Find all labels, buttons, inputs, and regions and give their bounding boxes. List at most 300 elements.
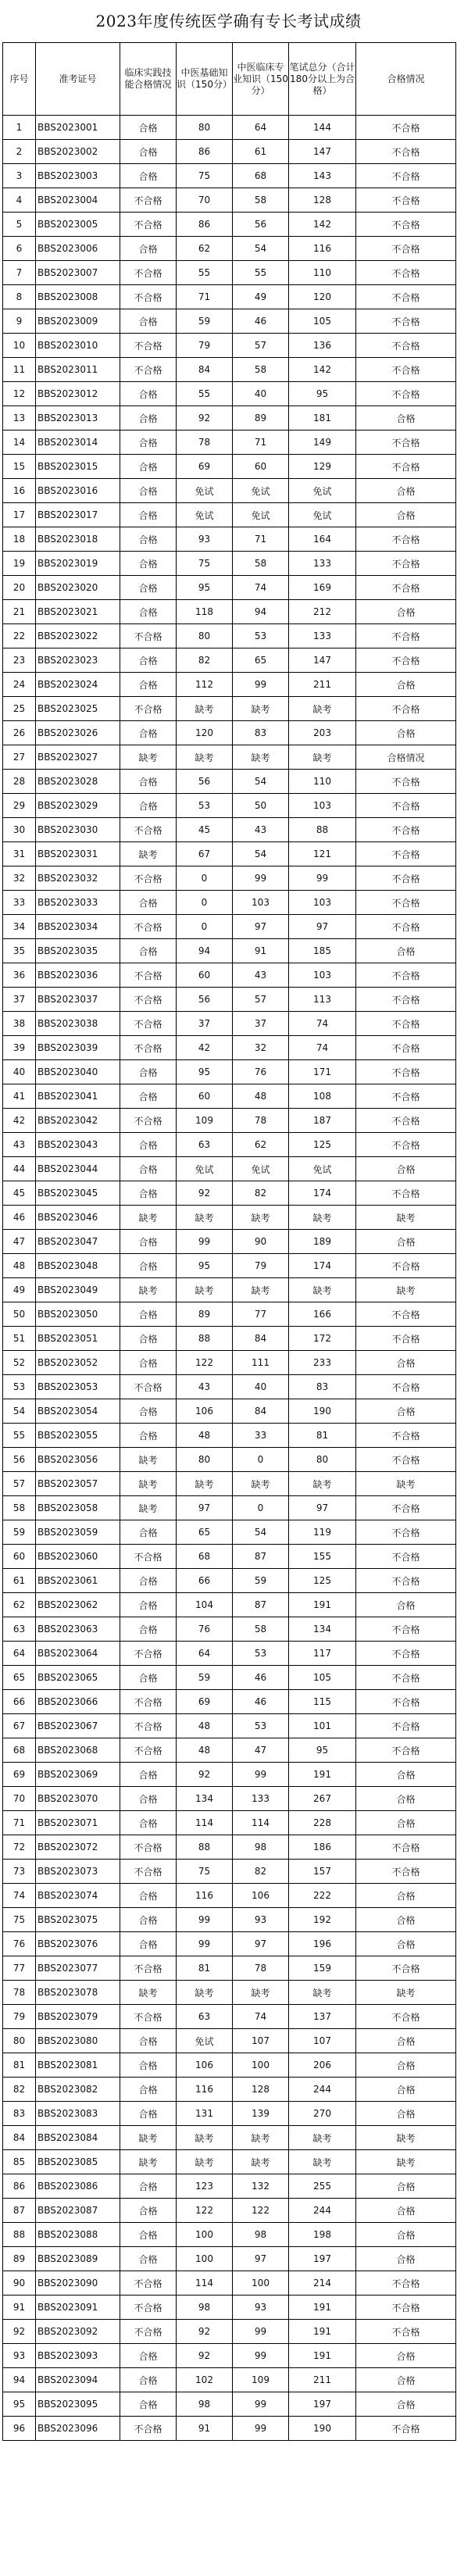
cell-total: 270 — [289, 2102, 356, 2126]
table-row — [3, 2005, 456, 2029]
cell-basic: 64 — [177, 1642, 233, 1666]
table-row — [3, 2150, 456, 2174]
cell-total: 129 — [289, 455, 356, 479]
cell-exam-id: BBS2023028 — [36, 770, 120, 794]
cell-result: 不合格 — [356, 770, 456, 794]
cell-specialty: 98 — [233, 1835, 289, 1860]
table-row — [3, 818, 456, 842]
cell-basic: 缺考 — [177, 1472, 233, 1496]
cell-basic: 99 — [177, 1230, 233, 1254]
cell-index: 70 — [3, 1787, 36, 1811]
cell-result: 合格 — [356, 2223, 456, 2247]
table-row — [3, 2029, 456, 2053]
table-row — [3, 2174, 456, 2199]
cell-index: 43 — [3, 1133, 36, 1157]
cell-clinical: 合格 — [120, 1181, 177, 1206]
cell-specialty: 32 — [233, 1036, 289, 1060]
cell-exam-id: BBS2023034 — [36, 915, 120, 939]
cell-specialty: 缺考 — [233, 745, 289, 770]
cell-result: 合格 — [356, 1884, 456, 1908]
cell-total: 149 — [289, 431, 356, 455]
cell-clinical: 合格 — [120, 431, 177, 455]
cell-clinical: 不合格 — [120, 188, 177, 213]
cell-clinical: 不合格 — [120, 213, 177, 237]
cell-total: 103 — [289, 963, 356, 988]
cell-total: 190 — [289, 2417, 356, 2441]
cell-clinical: 合格 — [120, 1569, 177, 1593]
cell-basic: 88 — [177, 1327, 233, 1351]
cell-index: 41 — [3, 1084, 36, 1109]
cell-specialty: 53 — [233, 1714, 289, 1738]
cell-total: 191 — [289, 1593, 356, 1617]
cell-total: 169 — [289, 576, 356, 600]
cell-clinical: 合格 — [120, 2053, 177, 2078]
cell-index: 28 — [3, 770, 36, 794]
cell-index: 17 — [3, 503, 36, 527]
cell-index: 33 — [3, 891, 36, 915]
cell-basic: 86 — [177, 213, 233, 237]
table-row — [3, 1787, 456, 1811]
cell-basic: 缺考 — [177, 745, 233, 770]
cell-total: 214 — [289, 2271, 356, 2296]
cell-index: 9 — [3, 309, 36, 334]
cell-index: 19 — [3, 552, 36, 576]
cell-index: 11 — [3, 358, 36, 382]
cell-clinical: 合格 — [120, 673, 177, 697]
cell-index: 66 — [3, 1690, 36, 1714]
cell-exam-id: BBS2023036 — [36, 963, 120, 988]
cell-total: 117 — [289, 1642, 356, 1666]
cell-clinical: 缺考 — [120, 1278, 177, 1302]
cell-clinical: 缺考 — [120, 2126, 177, 2150]
cell-index: 82 — [3, 2078, 36, 2102]
cell-total: 95 — [289, 1738, 356, 1763]
cell-total: 110 — [289, 261, 356, 285]
cell-specialty: 60 — [233, 455, 289, 479]
table-row — [3, 406, 456, 431]
cell-clinical: 合格 — [120, 2102, 177, 2126]
cell-index: 48 — [3, 1254, 36, 1278]
cell-basic: 106 — [177, 2053, 233, 2078]
cell-basic: 88 — [177, 1835, 233, 1860]
cell-index: 52 — [3, 1351, 36, 1375]
cell-clinical: 不合格 — [120, 1545, 177, 1569]
cell-index: 74 — [3, 1884, 36, 1908]
cell-result: 不合格 — [356, 527, 456, 552]
cell-total: 197 — [289, 2247, 356, 2271]
cell-basic: 106 — [177, 1399, 233, 1424]
cell-exam-id: BBS2023025 — [36, 697, 120, 721]
table-row — [3, 2271, 456, 2296]
cell-index: 51 — [3, 1327, 36, 1351]
cell-clinical: 合格 — [120, 1666, 177, 1690]
cell-specialty: 55 — [233, 261, 289, 285]
table-row — [3, 1254, 456, 1278]
cell-specialty: 128 — [233, 2078, 289, 2102]
cell-total: 142 — [289, 213, 356, 237]
cell-index: 96 — [3, 2417, 36, 2441]
cell-specialty: 57 — [233, 334, 289, 358]
cell-exam-id: BBS2023076 — [36, 1932, 120, 1956]
cell-index: 72 — [3, 1835, 36, 1860]
cell-specialty: 84 — [233, 1327, 289, 1351]
cell-exam-id: BBS2023022 — [36, 624, 120, 648]
table-row — [3, 1593, 456, 1617]
cell-basic: 84 — [177, 358, 233, 382]
cell-exam-id: BBS2023065 — [36, 1666, 120, 1690]
cell-result: 不合格 — [356, 648, 456, 673]
cell-basic: 97 — [177, 1496, 233, 1520]
col-header-specialty: 中医临床专业知识（150分） — [233, 43, 289, 116]
cell-basic: 缺考 — [177, 697, 233, 721]
cell-index: 76 — [3, 1932, 36, 1956]
cell-specialty: 122 — [233, 2199, 289, 2223]
cell-specialty: 89 — [233, 406, 289, 431]
cell-basic: 92 — [177, 1763, 233, 1787]
table-row — [3, 1884, 456, 1908]
cell-total: 233 — [289, 1351, 356, 1375]
cell-result: 不合格 — [356, 2296, 456, 2320]
cell-index: 44 — [3, 1157, 36, 1181]
cell-total: 115 — [289, 1690, 356, 1714]
cell-result: 不合格 — [356, 1738, 456, 1763]
cell-specialty: 54 — [233, 237, 289, 261]
cell-result: 不合格 — [356, 1496, 456, 1520]
cell-basic: 91 — [177, 2417, 233, 2441]
table-row — [3, 794, 456, 818]
cell-index: 20 — [3, 576, 36, 600]
cell-result: 不合格 — [356, 213, 456, 237]
cell-result: 不合格 — [356, 1375, 456, 1399]
cell-specialty: 37 — [233, 1012, 289, 1036]
cell-index: 7 — [3, 261, 36, 285]
cell-index: 71 — [3, 1811, 36, 1835]
cell-basic: 76 — [177, 1617, 233, 1642]
cell-index: 24 — [3, 673, 36, 697]
cell-result: 合格 — [356, 673, 456, 697]
cell-exam-id: BBS2023044 — [36, 1157, 120, 1181]
cell-specialty: 0 — [233, 1448, 289, 1472]
cell-total: 191 — [289, 2320, 356, 2344]
cell-clinical: 缺考 — [120, 1496, 177, 1520]
page-title: 2023年度传统医学确有专长考试成绩 — [95, 12, 362, 30]
cell-specialty: 免试 — [233, 479, 289, 503]
cell-index: 62 — [3, 1593, 36, 1617]
cell-basic: 70 — [177, 188, 233, 213]
cell-index: 65 — [3, 1666, 36, 1690]
cell-total: 136 — [289, 334, 356, 358]
cell-exam-id: BBS2023085 — [36, 2150, 120, 2174]
cell-exam-id: BBS2023048 — [36, 1254, 120, 1278]
table-row — [3, 1738, 456, 1763]
cell-basic: 131 — [177, 2102, 233, 2126]
cell-basic: 缺考 — [177, 2126, 233, 2150]
cell-result: 不合格 — [356, 1109, 456, 1133]
table-row — [3, 1375, 456, 1399]
cell-basic: 92 — [177, 1181, 233, 1206]
cell-basic: 134 — [177, 1787, 233, 1811]
table-row — [3, 1545, 456, 1569]
cell-exam-id: BBS2023043 — [36, 1133, 120, 1157]
cell-exam-id: BBS2023064 — [36, 1642, 120, 1666]
cell-specialty: 58 — [233, 1617, 289, 1642]
cell-index: 59 — [3, 1520, 36, 1545]
cell-specialty: 99 — [233, 2417, 289, 2441]
cell-index: 22 — [3, 624, 36, 648]
table-row — [3, 2126, 456, 2150]
cell-index: 50 — [3, 1302, 36, 1327]
cell-specialty: 61 — [233, 140, 289, 164]
cell-total: 免试 — [289, 479, 356, 503]
cell-total: 171 — [289, 1060, 356, 1084]
cell-exam-id: BBS2023002 — [36, 140, 120, 164]
cell-clinical: 合格 — [120, 600, 177, 624]
cell-result: 不合格 — [356, 164, 456, 188]
cell-exam-id: BBS2023066 — [36, 1690, 120, 1714]
cell-specialty: 94 — [233, 600, 289, 624]
cell-basic: 112 — [177, 673, 233, 697]
cell-clinical: 缺考 — [120, 1206, 177, 1230]
cell-basic: 99 — [177, 1932, 233, 1956]
cell-basic: 63 — [177, 1133, 233, 1157]
cell-specialty: 84 — [233, 1399, 289, 1424]
cell-result: 合格 — [356, 1230, 456, 1254]
table-row — [3, 1060, 456, 1084]
table-row — [3, 576, 456, 600]
cell-index: 18 — [3, 527, 36, 552]
cell-specialty: 缺考 — [233, 2126, 289, 2150]
cell-specialty: 缺考 — [233, 1206, 289, 1230]
cell-exam-id: BBS2023091 — [36, 2296, 120, 2320]
cell-basic: 免试 — [177, 503, 233, 527]
table-row — [3, 1811, 456, 1835]
cell-result: 不合格 — [356, 1302, 456, 1327]
cell-specialty: 107 — [233, 2029, 289, 2053]
cell-basic: 缺考 — [177, 1278, 233, 1302]
cell-specialty: 91 — [233, 939, 289, 963]
cell-basic: 53 — [177, 794, 233, 818]
cell-exam-id: BBS2023001 — [36, 116, 120, 140]
cell-index: 53 — [3, 1375, 36, 1399]
cell-basic: 75 — [177, 1860, 233, 1884]
cell-index: 73 — [3, 1860, 36, 1884]
cell-specialty: 82 — [233, 1181, 289, 1206]
cell-specialty: 77 — [233, 1302, 289, 1327]
cell-total: 192 — [289, 1908, 356, 1932]
cell-result: 合格 — [356, 1157, 456, 1181]
table-row — [3, 1835, 456, 1860]
cell-clinical: 合格 — [120, 1617, 177, 1642]
cell-total: 181 — [289, 406, 356, 431]
cell-result: 合格 — [356, 479, 456, 503]
cell-clinical: 不合格 — [120, 1714, 177, 1738]
cell-total: 189 — [289, 1230, 356, 1254]
cell-index: 2 — [3, 140, 36, 164]
cell-basic: 0 — [177, 866, 233, 891]
cell-total: 缺考 — [289, 1472, 356, 1496]
table-row — [3, 1860, 456, 1884]
table-row — [3, 358, 456, 382]
table-row — [3, 188, 456, 213]
cell-clinical: 合格 — [120, 2078, 177, 2102]
cell-result: 不合格 — [356, 1133, 456, 1157]
table-row — [3, 1569, 456, 1593]
cell-exam-id: BBS2023074 — [36, 1884, 120, 1908]
cell-result: 缺考 — [356, 1981, 456, 2005]
cell-exam-id: BBS2023080 — [36, 2029, 120, 2053]
cell-total: 80 — [289, 1448, 356, 1472]
cell-specialty: 49 — [233, 285, 289, 309]
cell-result: 缺考 — [356, 2126, 456, 2150]
cell-index: 5 — [3, 213, 36, 237]
cell-result: 不合格 — [356, 1254, 456, 1278]
cell-specialty: 53 — [233, 1642, 289, 1666]
cell-result: 不合格 — [356, 382, 456, 406]
cell-exam-id: BBS2023051 — [36, 1327, 120, 1351]
cell-basic: 免试 — [177, 2029, 233, 2053]
cell-total: 缺考 — [289, 697, 356, 721]
table-row — [3, 140, 456, 164]
table-row — [3, 842, 456, 866]
cell-result: 合格 — [356, 2368, 456, 2392]
cell-specialty: 58 — [233, 358, 289, 382]
cell-result: 不合格 — [356, 1545, 456, 1569]
cell-clinical: 合格 — [120, 1133, 177, 1157]
cell-basic: 116 — [177, 1884, 233, 1908]
cell-basic: 102 — [177, 2368, 233, 2392]
table-row — [3, 1690, 456, 1714]
cell-basic: 56 — [177, 770, 233, 794]
cell-result: 合格 — [356, 2078, 456, 2102]
cell-clinical: 不合格 — [120, 1860, 177, 1884]
table-row — [3, 988, 456, 1012]
cell-exam-id: BBS2023027 — [36, 745, 120, 770]
cell-exam-id: BBS2023023 — [36, 648, 120, 673]
cell-total: 113 — [289, 988, 356, 1012]
cell-index: 27 — [3, 745, 36, 770]
cell-exam-id: BBS2023004 — [36, 188, 120, 213]
cell-clinical: 不合格 — [120, 1036, 177, 1060]
cell-clinical: 不合格 — [120, 2296, 177, 2320]
cell-clinical: 合格 — [120, 1230, 177, 1254]
cell-result: 不合格 — [356, 2005, 456, 2029]
cell-specialty: 97 — [233, 1932, 289, 1956]
cell-result: 不合格 — [356, 188, 456, 213]
cell-index: 6 — [3, 237, 36, 261]
table-row — [3, 1399, 456, 1424]
cell-index: 77 — [3, 1956, 36, 1981]
cell-basic: 120 — [177, 721, 233, 745]
cell-specialty: 54 — [233, 842, 289, 866]
cell-clinical: 不合格 — [120, 285, 177, 309]
table-row — [3, 891, 456, 915]
cell-clinical: 合格 — [120, 1811, 177, 1835]
cell-total: 222 — [289, 1884, 356, 1908]
cell-exam-id: BBS2023032 — [36, 866, 120, 891]
cell-specialty: 93 — [233, 2296, 289, 2320]
cell-index: 55 — [3, 1424, 36, 1448]
cell-clinical: 不合格 — [120, 1642, 177, 1666]
cell-total: 免试 — [289, 1157, 356, 1181]
cell-total: 244 — [289, 2199, 356, 2223]
cell-index: 79 — [3, 2005, 36, 2029]
cell-exam-id: BBS2023006 — [36, 237, 120, 261]
cell-total: 212 — [289, 600, 356, 624]
cell-result: 不合格 — [356, 261, 456, 285]
cell-result: 合格 — [356, 503, 456, 527]
cell-exam-id: BBS2023095 — [36, 2392, 120, 2417]
cell-index: 40 — [3, 1060, 36, 1084]
cell-result: 不合格 — [356, 963, 456, 988]
cell-exam-id: BBS2023053 — [36, 1375, 120, 1399]
cell-basic: 80 — [177, 116, 233, 140]
cell-result: 不合格 — [356, 116, 456, 140]
cell-clinical: 合格 — [120, 1254, 177, 1278]
cell-index: 10 — [3, 334, 36, 358]
cell-basic: 免试 — [177, 479, 233, 503]
cell-specialty: 59 — [233, 1569, 289, 1593]
cell-clinical: 不合格 — [120, 2005, 177, 2029]
cell-exam-id: BBS2023082 — [36, 2078, 120, 2102]
cell-result: 不合格 — [356, 1690, 456, 1714]
cell-exam-id: BBS2023060 — [36, 1545, 120, 1569]
header-row — [3, 43, 456, 116]
cell-clinical: 不合格 — [120, 1375, 177, 1399]
cell-index: 61 — [3, 1569, 36, 1593]
cell-total: 128 — [289, 188, 356, 213]
cell-exam-id: BBS2023072 — [36, 1835, 120, 1860]
cell-exam-id: BBS2023024 — [36, 673, 120, 697]
cell-basic: 95 — [177, 1060, 233, 1084]
cell-basic: 60 — [177, 963, 233, 988]
table-row — [3, 1206, 456, 1230]
cell-index: 85 — [3, 2150, 36, 2174]
cell-specialty: 64 — [233, 116, 289, 140]
cell-exam-id: BBS2023069 — [36, 1763, 120, 1787]
cell-clinical: 合格 — [120, 309, 177, 334]
cell-specialty: 免试 — [233, 1157, 289, 1181]
cell-specialty: 97 — [233, 915, 289, 939]
cell-total: 255 — [289, 2174, 356, 2199]
cell-total: 125 — [289, 1133, 356, 1157]
table-row — [3, 1520, 456, 1545]
cell-specialty: 48 — [233, 1084, 289, 1109]
cell-result: 合格 — [356, 600, 456, 624]
cell-exam-id: BBS2023029 — [36, 794, 120, 818]
cell-specialty: 132 — [233, 2174, 289, 2199]
cell-total: 107 — [289, 2029, 356, 2053]
table-row — [3, 552, 456, 576]
cell-index: 87 — [3, 2199, 36, 2223]
cell-total: 198 — [289, 2223, 356, 2247]
cell-result: 不合格 — [356, 794, 456, 818]
cell-exam-id: BBS2023045 — [36, 1181, 120, 1206]
cell-index: 25 — [3, 697, 36, 721]
cell-basic: 68 — [177, 1545, 233, 1569]
cell-basic: 0 — [177, 891, 233, 915]
cell-result: 不合格 — [356, 1714, 456, 1738]
cell-result: 不合格 — [356, 1084, 456, 1109]
cell-basic: 免试 — [177, 1157, 233, 1181]
cell-result: 不合格 — [356, 818, 456, 842]
cell-clinical: 不合格 — [120, 866, 177, 891]
cell-total: 99 — [289, 866, 356, 891]
cell-specialty: 62 — [233, 1133, 289, 1157]
cell-clinical: 合格 — [120, 1763, 177, 1787]
cell-result: 不合格 — [356, 1012, 456, 1036]
cell-result: 不合格 — [356, 2271, 456, 2296]
cell-total: 174 — [289, 1254, 356, 1278]
